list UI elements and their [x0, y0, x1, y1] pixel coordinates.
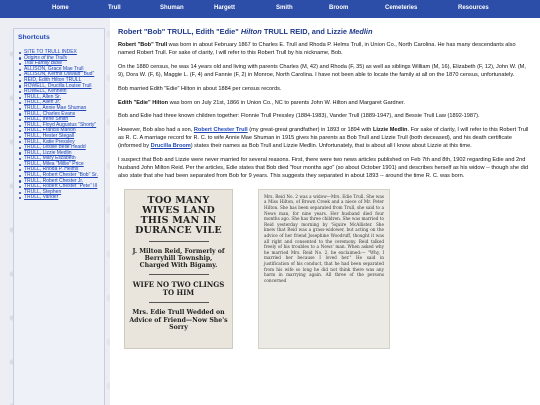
newspaper-clipping-article[interactable]: Mrs. Reid No. 2 was a widow—Mrs. Edie Trull. She was a Miss Hilton, of Brown Creek and a niece of Mr. Peter Hilton. She has been separated from Trull, she said to a News man, for nine years. Her husband died four months ago. She has three children. She was married to Reid yesterday morning by 'Squire McAllister. She knew that Reid was a grass-widower, but acting on the advice of her friend Josephine Woodruff, thought it was all right and consented to the ceremony. Reid talked freely of his troubles to a News' man. When asked why he married Mrs. Reid No. 2, he exclaimed:— "Why, I married her because I loved her." He said in justification of his conduct, that he had been separated from his wife so long he did not think there was any harm in marrying again. All three of the persons concerned [258, 189, 390, 349]
bold-name: Edith "Edie" Hilton [118, 99, 169, 106]
clipping-divider [149, 302, 209, 303]
sidebar-link[interactable]: TRULL, Irene Smith [18, 117, 101, 123]
clipping-divider [149, 274, 209, 275]
sidebar-link[interactable]: TRULL, Robert Chester Jr. [18, 179, 101, 185]
sidebar-link[interactable]: Trull Family Bible [18, 61, 101, 67]
newspaper-clippings [118, 187, 532, 347]
top-navigation [0, 0, 540, 18]
sidebar-link[interactable]: TRULL, Lessie Belle Headd [18, 145, 101, 151]
sidebar-link[interactable]: TRULL, Charles Evans [18, 112, 101, 118]
title-part: TRULL REID, and Lizzie [261, 27, 350, 36]
sidebar-link[interactable]: TRULL, Allen Sr. [18, 95, 101, 101]
title-part: Hilton [240, 27, 262, 36]
sidebar-link[interactable]: TRULL, Milea "Millie" Price [18, 162, 101, 168]
paragraph-marriage: Bob married Edith "Edie" Hilton in about 1884 per census records. [118, 85, 282, 92]
bold-name: Robert "Bob" Trull [118, 42, 168, 48]
sidebar-link[interactable]: TRULL, Annie Mae Shuman [18, 106, 101, 112]
nav-smith[interactable]: Smith [276, 5, 293, 11]
sidebar-link[interactable]: TRULL, Hester Stegall [18, 134, 101, 140]
sidebar-link[interactable]: TRULL, Robert Chester "Pete" III [18, 184, 101, 190]
clipping-divider [149, 241, 209, 242]
sidebar-link[interactable]: TRULL, Allen Jr. [18, 100, 101, 106]
nav-resources[interactable]: Resources [458, 5, 489, 11]
sidebar-link[interactable]: TRULL, Lizzie Medlin [18, 151, 101, 157]
clipping-subheadline-2: Mrs. Edie Trull Wedded on Advice of Friend—Now She's Sorry [129, 309, 228, 331]
clipping-headline: TOO MANY WIVES LAND THIS MAN IN DURANCE VILE [135, 194, 222, 236]
shortcuts-list [18, 50, 101, 201]
sidebar-link[interactable]: ROWELL, Kenneth [18, 89, 101, 95]
sidebar-link[interactable]: REID, Edith Hilton TRULL [18, 78, 101, 84]
link-robert-chester-trull[interactable]: Robert Chester Trull [193, 127, 248, 134]
title-part: Medlin [349, 27, 373, 36]
nav-cemeteries[interactable]: Cemeteries [385, 5, 418, 11]
sidebar-link[interactable]: TRULL, Rhoda P. Helms [18, 167, 101, 173]
sidebar-title: Shortcuts [18, 34, 50, 41]
paragraph-children: Bob and Edie had three known children together: Flonnie Trull Pressley (1884-1983), Vander Trull (1889-1947), and Bessie Trull Law (1892-1987). [118, 113, 480, 120]
shortcuts-sidebar [13, 28, 105, 405]
clipping-headline-2: WIFE NO TWO CLINGS TO HIM [132, 280, 225, 298]
text: However, Bob also had a son, [118, 127, 194, 134]
nav-home[interactable]: Home [52, 5, 69, 11]
text: . For sake of clarity, I will refer to this Robert Trull as R. C. A marriage record for R. C. to wife Annie Mae Shuman in 1915 gives his parents as Bob Trull and Lizzie Trull (both deceased), and his death certificate (informed by [118, 127, 529, 150]
sidebar-link[interactable]: SITE TO TRULL INDEX [18, 50, 101, 56]
main-content [110, 18, 540, 405]
sidebar-link[interactable]: TRULL, Floyd Augustus "Shorty" [18, 123, 101, 129]
text: ) states their names as Bob Trull and Lizzie Medlin. Unfortunately, that is about all I know about Lizzie at this time. [190, 143, 472, 150]
text: (my great-great grandfather) in 1893 or 1894 with [247, 127, 373, 134]
nav-trull[interactable]: Trull [108, 5, 121, 11]
paragraph-edie-birth [118, 100, 532, 108]
nav-shuman[interactable]: Shuman [160, 5, 184, 11]
sidebar-link[interactable]: TRULL, Robert Chester "Bob" Sr. [18, 173, 101, 179]
nav-broom[interactable]: Broom [329, 5, 349, 11]
newspaper-clipping-headline[interactable] [124, 189, 233, 349]
paragraph-suspicion: I suspect that Bob and Lizzie were never married for several reasons. First, there were two news articles published on Feb 7th and 8th, 1902 regarding Edie and 2nd husband John Milton Reid. Per the articles, Edie states that Bob died "four months ago" (so about October 1901) and describes herself as his widow -- though she did also state that she had been separated from Bob for 9 years. This suggests they separated in about 1893 -- around the time R. C. was born. [118, 157, 529, 179]
bold-name: Lizzie Medlin [372, 127, 408, 134]
sidebar-link[interactable]: ALLISON, Grace Mae Trull [18, 67, 101, 73]
paragraph-robert-chester [118, 127, 532, 151]
sidebar-link[interactable]: TRULL, Mary Elizabeth [18, 156, 101, 162]
sidebar-link[interactable]: TRULL, Katie Pressley [18, 140, 101, 146]
sidebar-link[interactable]: ROWELL, Drucilla Louise Trull [18, 84, 101, 90]
sidebar-link[interactable]: ALLISON, Kermit Oswald "Bud" [18, 72, 101, 78]
sidebar-link[interactable]: TRULL, Francis Marion [18, 128, 101, 134]
page-title [118, 27, 532, 36]
sidebar-link[interactable]: TRULL, Vander [18, 195, 101, 201]
text: was born in about February 1867 to Charles E. Trull and Rhoda P. Helms Trull, in Union Co., North Carolina. He has many descendants also named Robert Trull. For sake of clarity, I will refer to this Robert Trull by his nickname, Bob. [118, 42, 516, 56]
paragraph-bob-birth [118, 42, 532, 58]
sidebar-link[interactable]: TRULL, Stephen [18, 190, 101, 196]
sidebar-link[interactable]: Origins of the Trulls [18, 56, 101, 62]
nav-hargett[interactable]: Hargett [214, 5, 236, 11]
text: was born on July 21st, 1866 in Union Co., NC to parents John W. Hilton and Margaret Gardner. [168, 99, 405, 106]
paragraph-1880-census: On the 1880 census, he was 14 years old and living with parents Charles (M, 42) and Rhoda (F, 35) as well as siblings William (M, 16), Elizabeth (F, 12), John W. (M, 9), Dora W. (F, 6), Maggie L. (F, 4) and Fannie (F, 2) in Monroe, North Carolina. I have not been able to locate the family at all on the 1870 census, unfortunately. [118, 63, 526, 78]
link-drucilla-broom[interactable]: Drucilla Broom [150, 143, 191, 150]
clipping-subheadline: J. Milton Reid, Formerly of Berryhill Township, Charged With Bigamy. [132, 247, 225, 270]
title-part: Robert "Bob" TRULL, Edith "Edie" [118, 27, 241, 36]
